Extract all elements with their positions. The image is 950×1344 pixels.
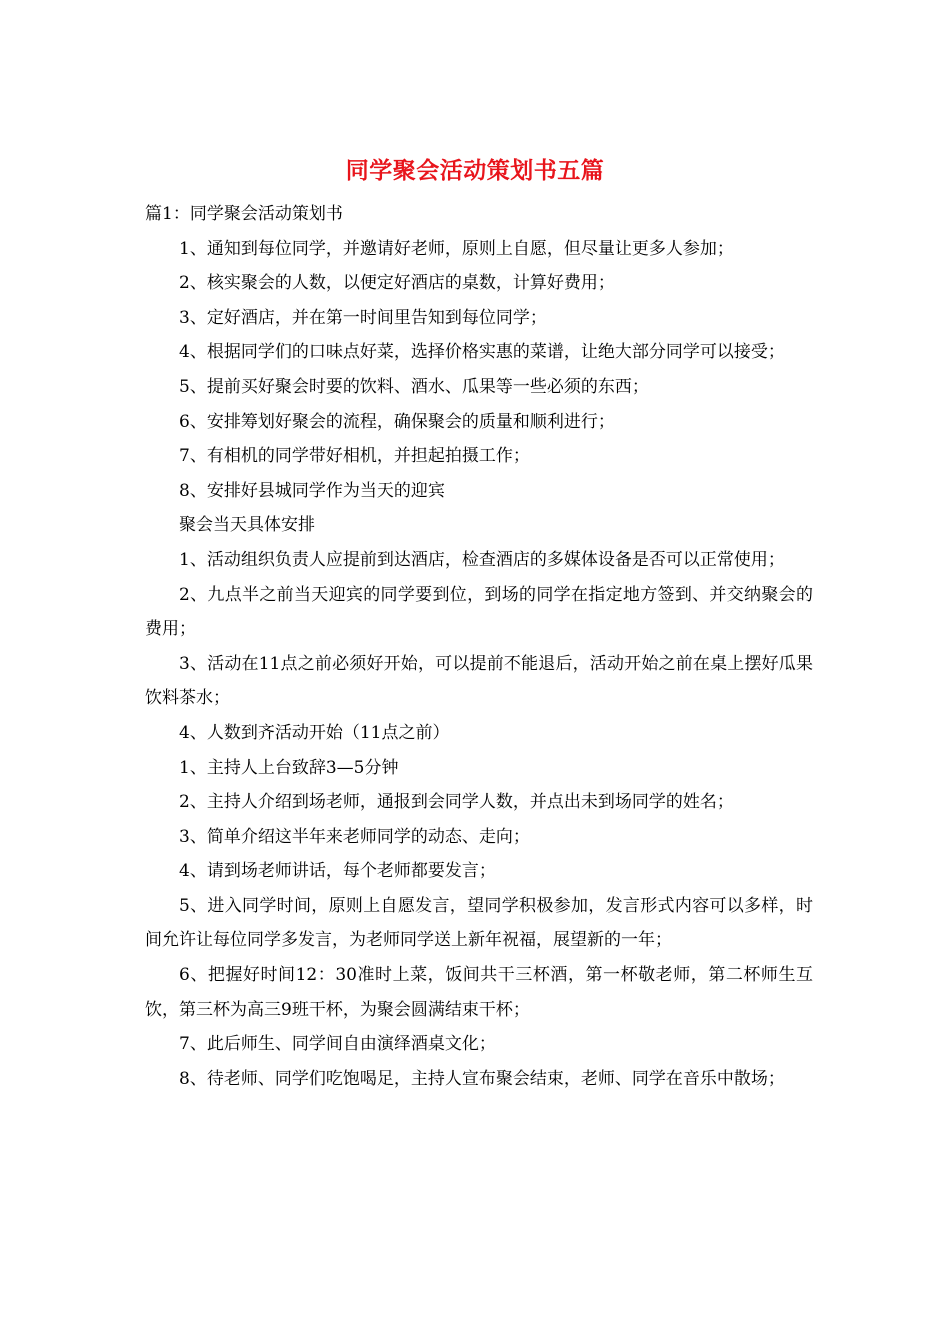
paragraph: 3、定好酒店，并在第一时间里告知到每位同学；	[179, 307, 547, 328]
paragraph: 4、请到场老师讲话，每个老师都要发言；	[179, 861, 496, 882]
paragraph: 7、有相机的同学带好相机，并担起拍摄工作；	[179, 446, 530, 467]
paragraph: 2、九点半之前当天迎宾的同学要到位，到场的同学在指定地方签到、并交纳聚会的费用；	[145, 584, 813, 640]
paragraph: 5、提前买好聚会时要的饮料、酒水、瓜果等一些必须的东西；	[179, 376, 649, 397]
paragraph: 4、人数到齐活动开始（11点之前）	[179, 722, 450, 743]
paragraph: 3、活动在11点之前必须好开始，可以提前不能退后，活动开始之前在桌上摆好瓜果饮料茶水；	[145, 653, 813, 709]
paragraph: 3、简单介绍这半年来老师同学的动态、走向；	[179, 826, 530, 847]
paragraph: 8、安排好县城同学作为当天的迎宾	[179, 480, 445, 501]
paragraph: 2、主持人介绍到场老师，通报到会同学人数，并点出未到场同学的姓名；	[179, 792, 734, 813]
paragraph: 7、此后师生、同学间自由演绎酒桌文化；	[179, 1034, 496, 1055]
document-body	[145, 197, 813, 1096]
section-heading: 篇1：同学聚会活动策划书	[145, 204, 343, 224]
paragraph: 4、根据同学们的口味点好菜，选择价格实惠的菜谱，让绝大部分同学可以接受；	[179, 342, 785, 363]
paragraph: 6、安排筹划好聚会的流程，确保聚会的质量和顺利进行；	[179, 411, 615, 432]
paragraph: 1、主持人上台致辞3—5分钟	[179, 757, 399, 778]
paragraph: 5、进入同学时间，原则上自愿发言，望同学积极参加，发言形式内容可以多样，时间允许让每位同学多发言，为老师同学送上新年祝福，展望新的一年；	[145, 895, 813, 951]
paragraph: 8、待老师、同学们吃饱喝足，主持人宣布聚会结束，老师、同学在音乐中散场；	[179, 1068, 785, 1089]
paragraph: 2、核实聚会的人数，以便定好酒店的桌数，计算好费用；	[179, 273, 615, 294]
subsection-heading: 聚会当天具体安排	[179, 515, 315, 536]
paragraph: 1、通知到每位同学，并邀请好老师，原则上自愿，但尽量让更多人参加；	[179, 238, 734, 259]
document-title: 同学聚会活动策划书五篇	[345, 157, 605, 184]
paragraph: 6、把握好时间12：30准时上菜，饭间共干三杯酒，第一杯敬老师，第二杯师生互饮，第三杯为高三9班干杯，为聚会圆满结束干杯；	[145, 965, 813, 1020]
paragraph: 1、活动组织负责人应提前到达酒店，检查酒店的多媒体设备是否可以正常使用；	[179, 549, 785, 570]
